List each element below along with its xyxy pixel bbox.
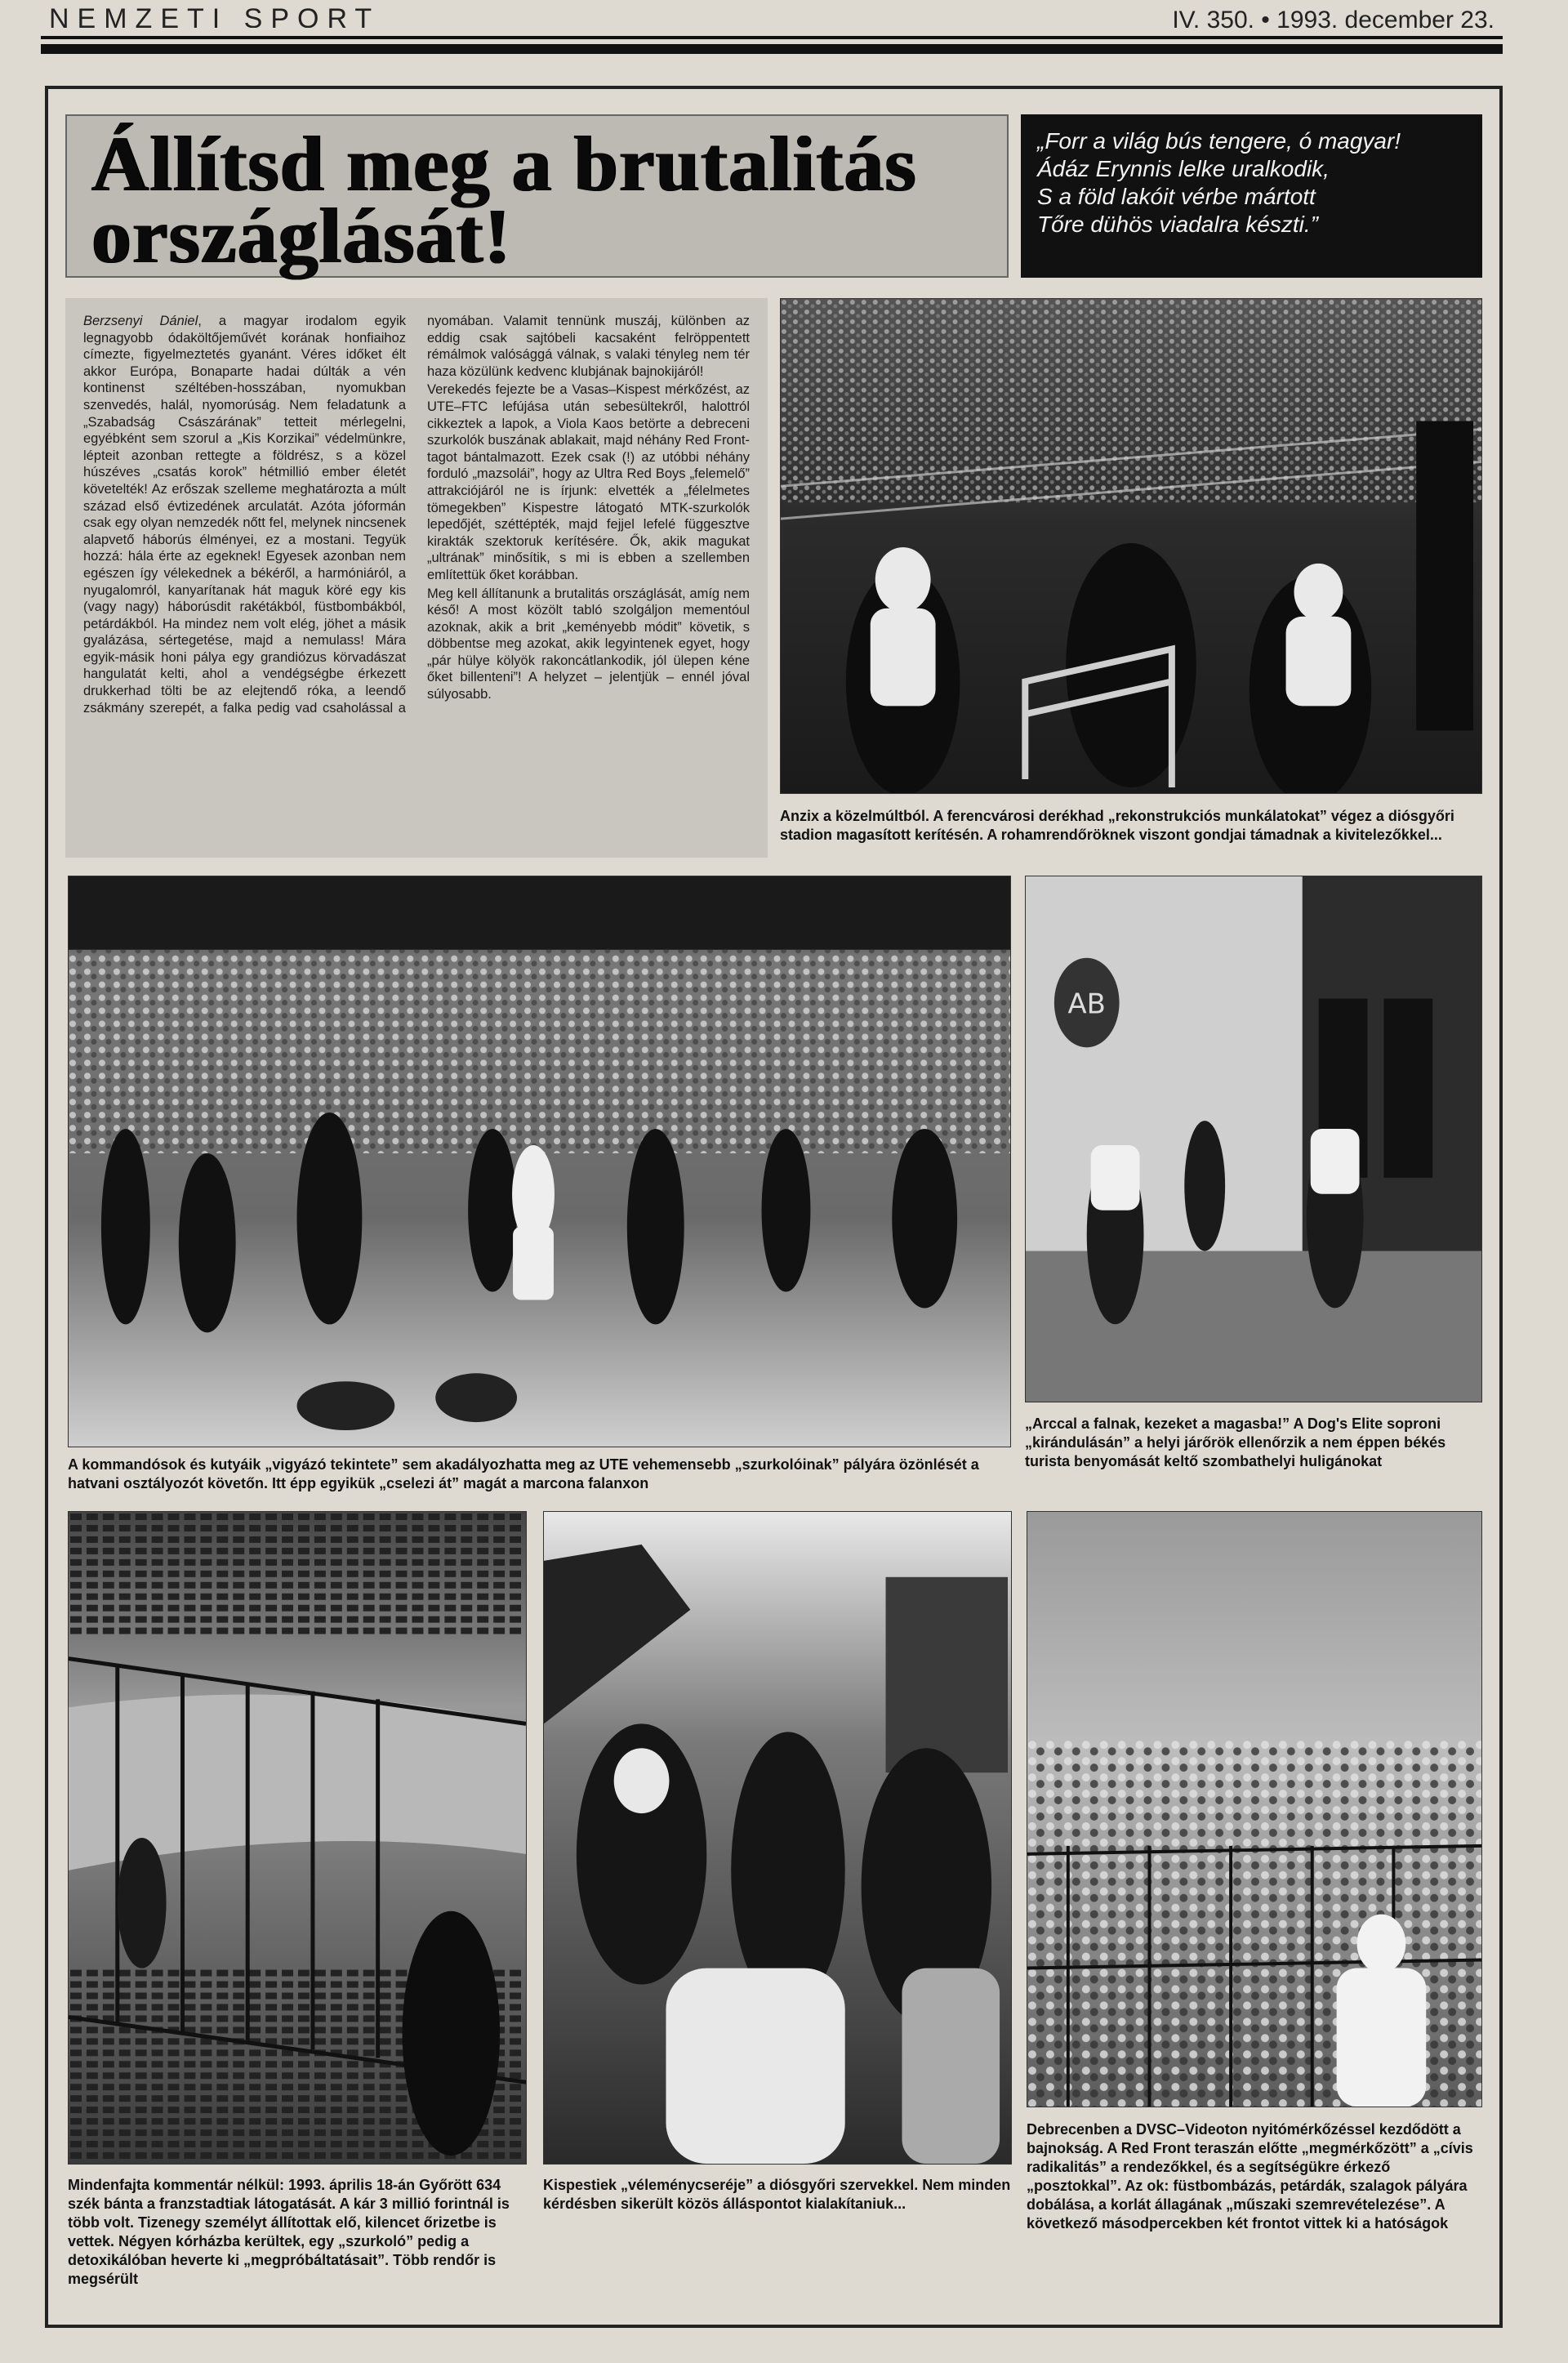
article-paragraph: Verekedés fejezte be a Vasas–Kispest mérkőzést, az UTE–FTC lefújása után sebesültekről, halottról cikkeztek a lapok, a Viola Kaos betörte a debreceni szurkolók buszának ablakait, majd néhány Red Front-tagot bántalmazott. Ezek csak (!) az utóbbi néhány forduló „mazsolái”, hogy az Ultra Red Boys „felemelő” attrakciójáról ne is írjunk: elvették a „félelmetes tömegekben” Kispestre látogató MTK-szurkolók lepedőjét, széttépték, majd fejjel lefelé függesztve kirakták szektoruk kerítésére. Ők, akik magukat „ultrának” minősítik, s mi is ebben a szellemben említettük őket korábban. [427, 382, 750, 582]
quote-line: „Forr a világ bús tengere, ó magyar! [1037, 128, 1401, 154]
masthead-rule-bottom [41, 44, 1503, 54]
quote-line: S a föld lakóit vérbe mártott [1037, 184, 1316, 209]
masthead-issue-date: IV. 350. • 1993. december 23. [1172, 7, 1494, 33]
caption-photo-2: A kommandósok és kutyáik „vigyázó tekintete” sem akadályozhatta meg az UTE vehemensebb „szurkolóinak” pályára özönlését a hatvani osztályozót követőn. Itt épp egyikük „cselezi át” magát a marcona falanxon [68, 1456, 979, 1491]
caption-photo-1: Anzix a közelmúltból. A ferencvárosi derékhad „rekonstrukciós munkálatokat” végez a diósgyőri stadion magasított kerítésén. A rohamrendőröknek viszont gondjai támadnak a kivitelezőkkel... [780, 808, 1454, 843]
masthead-newspaper-name: NEMZETI SPORT [49, 3, 381, 28]
caption-photo-3: „Arccal a falnak, kezeket a magasba!” A Dog's Elite soproni „kirándulásán” a helyi járőrök ellenőrzik a nem éppen békés turista benyomását keltő szombathelyi huligánokat [1025, 1416, 1446, 1469]
article-paragraph: Berzsenyi Dániel, a magyar irodalom egyik legnagyobb ódaköltőjeművét korának honfiaihoz címezte, figyelmeztetés gyanánt. Véres időket élt akkor Európa, Bonaparte hadai dúlták a vén kontinenst széltében-hosszában, nyomukban szenvedés, halál, nyomorúság. Nem feladatunk a „Szabadság Császárának” tetteit mérlegelni, egyébként sem szorul a „Kis Korzikai” védelmünkre, lépteit azonban rettegte a földrész, s a közel húszéves „csatás korok” hétmillió ember életét követelték! Az erőszak szelleme meghatározta a múlt század első évtizedének arculatát. Azóta jóformán csak egy olyan nemzedék nőtt fel, melynek nincsenek alapvető háborús élményei, ez a mostani. Tegyük hozzá: hála érte az egeknek! Egyesek azonban nem egészen így vélekednek a békéről, a harmóniáról, a nyugalomról, kanyarítanak hát maguk köré egy kis (vagy nagy) háborúsdit rakétákból, füstbombákból, petárdákból. Ha mindez nem volt elég, jöhet a másik gyalázása, sértegetése, majd a nemulass! Mára egyik-másik honi pálya egy grandiózus körvadászat hangulatát kelti, ahol a vendégségbe érkezett drukkerhad tölti be az elejtendő róka, a leendő zsákmány szerepét, a falka pedig vad csaholással a nyomában. Valamit tennünk muszáj, különben az eddig csak sajtóbeli kacsaként felröppentett rémálmok valósággá válnak, s valaki tényleg nem tér haza közülünk kedvenc klubjának bajnokijáról! [83, 314, 750, 716]
photo-damaged-seats [68, 1511, 527, 2165]
article-paragraph: Meg kell állítanunk a brutalitás országlását, amíg nem késő! A most közölt tabló szolgáljon mementóul azoknak, akik a brit „keményebb módit” követik, s döbbentse meg azokat, akik legyintenek egyet, hogy „pár hülye kölyök rakoncátlankodik, jól ülepen kéne őket billenteni”! A helyzet – jelentjük – ennél jóval súlyosabb. [427, 586, 750, 702]
photo-pitch-invasion [68, 876, 1011, 1447]
photo-clash-with-police [543, 1511, 1012, 2165]
photo-police-check [1025, 876, 1482, 1402]
quote-line: Ádáz Erynnis lelke uralkodik, [1037, 156, 1330, 181]
caption-photo-5: Kispestiek „véleménycseréje” a diósgyőri szervekkel. Nem minden kérdésben sikerült közös álláspontot kialakítaniuk... [543, 2177, 1011, 2212]
photo-riot-police-fence [780, 298, 1482, 794]
caption-photo-6: Debrecenben a DVSC–Videoton nyitómérkőzéssel kezdődött a bajnokság. A Red Front teraszán előtte „megmérkőzött” a „cívis radikalitás” a rendezőkkel, és a segítségükre érkező „posztokkal”. Az ok: füstbombázás, petárdák, szalagok pályára dobálása, a korlát állagának „műszaki szemrevételezése”. A következő másodpercekben két frontot vittek ki a hatóságok [1027, 2121, 1473, 2231]
headline-line-1: Állítsd meg a brutalitás [91, 120, 917, 207]
quote-line: Tőre dühös viadalra készti.” [1037, 212, 1318, 237]
poem-quote-box [1021, 114, 1482, 278]
article-body [65, 298, 768, 858]
photo-terrace-railing [1027, 1511, 1482, 2107]
headline-box [65, 114, 1009, 278]
headline-line-2: országlását! [91, 192, 512, 279]
masthead-rule-top [41, 36, 1503, 39]
article-author: Berzsenyi Dániel [83, 314, 198, 328]
svg-text:AB: AB [1067, 988, 1106, 1020]
caption-photo-4: Mindenfajta kommentár nélkül: 1993. április 18-án Győrött 634 szék bánta a franzstadtiak látogatását. A kár 3 millió forintnál is több volt. Tizenegy személyt állítottak elő, kilencet őrizetbe is vettek. Négyen kórházba kerültek, egy „szurkoló” pedig a detoxikálóban heverte ki „megpróbáltatásait”. Több rendőr is megsérült [68, 2177, 510, 2287]
